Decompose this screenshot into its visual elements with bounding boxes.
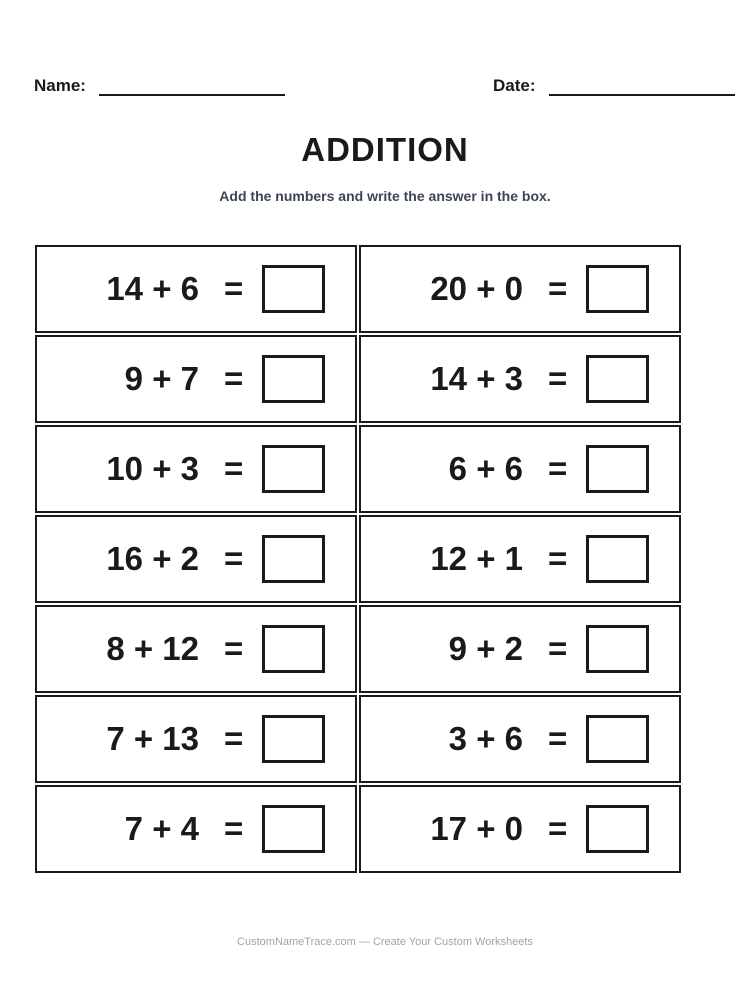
equals-sign: = <box>224 360 244 397</box>
answer-box[interactable] <box>262 805 325 853</box>
answer-box[interactable] <box>262 355 325 403</box>
footer-credit: CustomNameTrace.com — Create Your Custom Worksheets <box>237 936 533 948</box>
date-label: Date: <box>493 76 536 95</box>
problem-card <box>359 515 681 603</box>
equals-sign: = <box>224 810 244 847</box>
answer-box[interactable] <box>586 535 649 583</box>
page-title: ADDITION <box>301 131 469 168</box>
equals-sign: = <box>224 540 244 577</box>
problem-card <box>359 245 681 333</box>
answer-box[interactable] <box>262 265 325 313</box>
problem-expression: 7 + 4 <box>124 810 199 847</box>
problem-card <box>35 515 357 603</box>
problem-card <box>35 695 357 783</box>
equals-sign: = <box>548 360 568 397</box>
equals-sign: = <box>548 270 568 307</box>
problem-card <box>359 425 681 513</box>
equals-sign: = <box>224 630 244 667</box>
equals-sign: = <box>548 540 568 577</box>
header-row <box>34 76 736 96</box>
problem-expression: 9 + 7 <box>124 360 199 397</box>
problem-card <box>35 785 357 873</box>
problem-expression: 14 + 6 <box>106 270 199 307</box>
answer-box[interactable] <box>262 715 325 763</box>
problem-card <box>35 245 357 333</box>
problem-expression: 6 + 6 <box>448 450 523 487</box>
problem-expression: 20 + 0 <box>430 270 523 307</box>
answer-box[interactable] <box>262 625 325 673</box>
problem-expression: 8 + 12 <box>106 630 199 667</box>
date-field <box>493 76 735 96</box>
problem-expression: 3 + 6 <box>448 720 523 757</box>
problem-expression: 17 + 0 <box>430 810 523 847</box>
equals-sign: = <box>548 450 568 487</box>
problem-card <box>35 425 357 513</box>
problem-card <box>359 335 681 423</box>
instructions: Add the numbers and write the answer in the box. <box>219 188 551 204</box>
answer-box[interactable] <box>586 445 649 493</box>
answer-box[interactable] <box>262 535 325 583</box>
problem-expression: 7 + 13 <box>106 720 199 757</box>
answer-box[interactable] <box>586 805 649 853</box>
equals-sign: = <box>224 270 244 307</box>
answer-box[interactable] <box>262 445 325 493</box>
equals-sign: = <box>224 720 244 757</box>
name-label: Name: <box>34 76 86 95</box>
answer-box[interactable] <box>586 355 649 403</box>
problem-card <box>359 785 681 873</box>
equals-sign: = <box>224 450 244 487</box>
equals-sign: = <box>548 810 568 847</box>
problem-expression: 10 + 3 <box>106 450 199 487</box>
answer-box[interactable] <box>586 265 649 313</box>
name-field <box>34 76 285 96</box>
problem-expression: 9 + 2 <box>448 630 523 667</box>
equals-sign: = <box>548 630 568 667</box>
problem-expression: 16 + 2 <box>106 540 199 577</box>
answer-box[interactable] <box>586 625 649 673</box>
problem-card <box>35 335 357 423</box>
problem-card <box>359 605 681 693</box>
answer-box[interactable] <box>586 715 649 763</box>
problem-card <box>35 605 357 693</box>
problem-expression: 12 + 1 <box>430 540 523 577</box>
problem-card <box>359 695 681 783</box>
date-line[interactable] <box>549 80 735 96</box>
name-line[interactable] <box>99 80 285 96</box>
problem-expression: 14 + 3 <box>430 360 523 397</box>
equals-sign: = <box>548 720 568 757</box>
